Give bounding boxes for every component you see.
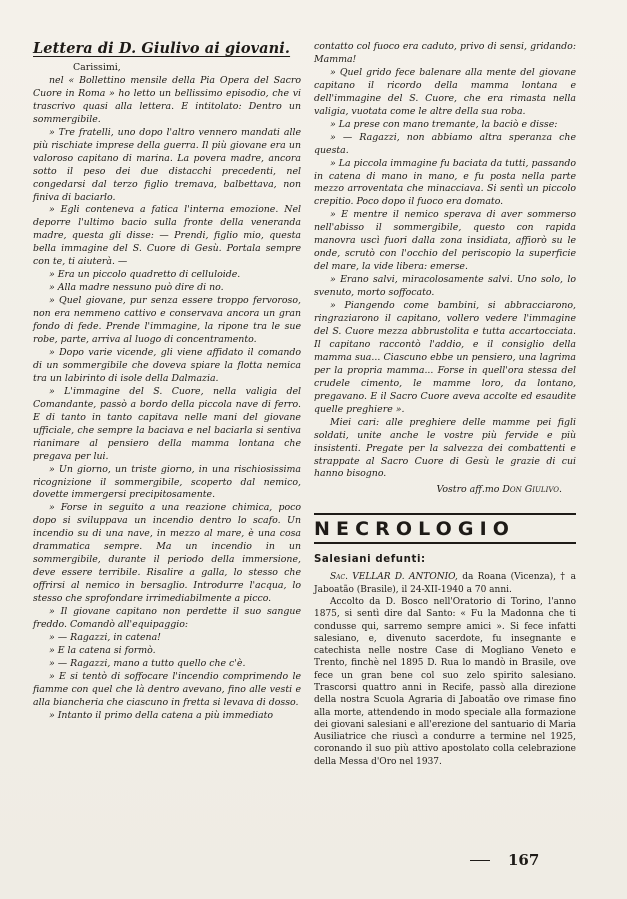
- signature-name: Don Giulivo.: [502, 484, 562, 496]
- necrology-entry-body: Accolto da D. Bosco nell'Oratorio di Torino, l'anno 1875, si sentì dire dal Santo: « Fu la Madonna che ti condusse qui, sarremo sempre amici ». Si fece infatti salesiano, e, divenuto sacerdote, fu insegnante e catechista nelle nostre Case di Mogliano Veneto e Trento, finchè nel 1895 D. Rua lo mandò in Brasile, ove fece un gran bene col suo zelo spirito salesiano. Trascorsi quattro anni in Recife, passò alla direzione della nostra Scuola Agraria di Jaboatão ove rimase fino alla morte, attendendo in modo speciale alla formazione dei giovani salesiani e all'erezione del santuario di Maria Ausiliatrice che riuscì a condurre a termine nel 1925, coronando il suo più attivo apostolato colla celebrazione della Messa d'Oro nel 1937.: [314, 596, 576, 767]
- letter-paragraph: » Egli conteneva a fatica l'interna emozione. Nel deporre l'ultimo bacio sulla fronte della veneranda madre, questa gli disse: — Prendi, figlio mio, questa bella immagine del S. Cuore di Gesù. Portala sempre con te, ti aiuterà. —: [33, 204, 301, 268]
- letter-paragraph: » E la catena si formò.: [49, 644, 156, 656]
- letter-greeting: Carissimi,: [73, 62, 121, 73]
- letter-paragraph: » La prese con mano tremante, la baciò e disse:: [330, 118, 558, 130]
- letter-paragraph: Miei cari: alle preghiere delle mamme pei figli soldati, unite anche le vostre più fervide e più insistenti. Pregate per la salvezza dei combattenti e strappate al Sacro Cuore di Gesù le grazie di cui hanno bisogno.: [314, 416, 576, 480]
- letter-paragraph: » La piccola immagine fu baciata da tutti, passando in catena di mano in mano, e fu posta nella parte mezzo arroventata che minacciava. Si sentì un piccolo crepitio. Poco dopo il fuoco era domato.: [314, 157, 576, 208]
- letter-paragraph: » Quel giovane, pur senza essere troppo fervoroso, non era nemmeno cattivo e conservava ancora un gran fondo di fede. Prende l'immagine, la ripone tra le sue robe, parte, arriva al luogo di concentramento.: [33, 295, 301, 346]
- letter-paragraph: » — Ragazzi, mano a tutto quello che c'è.: [49, 657, 246, 669]
- right-column: [314, 41, 576, 768]
- letter-paragraph: » Quel grido fece balenare alla mente del giovane capitano il ricordo della mamma lontana e dell'immagine del S. Cuore, che era rimasta nella valigia, vuotata come le altre della sua roba.: [314, 66, 576, 117]
- letter-body: [33, 75, 301, 723]
- letter-paragraph: » — Ragazzi, in catena!: [49, 631, 161, 643]
- letter-body-continued: [314, 41, 576, 481]
- signature-prefix: Vostro aff.mo: [436, 484, 500, 496]
- letter-paragraph: » E si tentò di soffocare l'incendio comprimendo le fiamme con quel che là dentro avevano, fino alle vesti e alla biancheria che ciascuno in fretta si levava di dosso.: [33, 670, 301, 708]
- letter-paragraph: » E mentre il nemico sperava di aver sommerso nell'abisso il sommergibile, questo con rapida manovra uscì fuori dalla zona insidiata, affiorò su le onde, scrutò con l'occhio del periscopio la superficie del mare, la vide libera: emerse.: [314, 209, 576, 273]
- letter-signature: [314, 484, 576, 497]
- letter-paragraph: » Tre fratelli, uno dopo l'altro vennero mandati alle più rischiate imprese della guerra. Il più giovane era un valoroso capitano di marina. La povera madre, ancora sotto il peso dei due distacchi precedenti, nel congedarsi dal terzo figlio tremava, balbettava, non finiva di baciarlo.: [33, 126, 301, 203]
- necrology-banner: [314, 513, 576, 544]
- page-number-dash: [470, 860, 490, 861]
- letter-paragraph: » L'immagine del S. Cuore, nella valigia del Comandante, passò a bordo della piccola nave di ferro. E di tanto in tanto capitava nelle mani del giovane ufficiale, che sempre la baciava e nel baciarla si sentiva rianimare al pensiero della mamma lontana che pregava per lui.: [33, 385, 301, 462]
- letter-paragraph: » — Ragazzi, non abbiamo altra speranza che questa.: [314, 131, 576, 156]
- necrology-entry-details: da Roana (Vicenza), † a Jaboatão (Brasile), il 24-XII-1940 a 70 anni.: [314, 572, 576, 595]
- letter-paragraph: » Il giovane capitano non perdette il suo sangue freddo. Comandò all'equipaggio:: [33, 606, 301, 630]
- letter-paragraph: contatto col fuoco era caduto, privo di sensi, gridando: Mamma!: [314, 41, 576, 65]
- necrology-heading: NECROLOGIO: [314, 518, 516, 541]
- letter-paragraph: » Erano salvi, miracolosamente salvi. Uno solo, lo svenuto, morto soffocato.: [314, 274, 576, 299]
- left-column: [33, 40, 301, 723]
- necrology-subheading: Salesiani defunti:: [314, 554, 426, 566]
- letter-paragraph: » Un giorno, un triste giorno, in una rischiosissima ricognizione il sommergibile, scoperto dal nemico, dovette immergersi precipitosamente.: [33, 463, 301, 501]
- page-number: 167: [508, 851, 540, 869]
- letter-title: Lettera di D. Giulivo ai giovani.: [33, 40, 291, 57]
- necrology-entry: [314, 571, 576, 768]
- letter-paragraph: » Piangendo come bambini, si abbracciarono, ringraziarono il capitano, vollero vedere l'immagine del S. Cuore mezza abbrustolita e tutta accartocciata. Il capitano raccontò l'addio, e il consiglio della mamma sua... Ciascuno ebbe un pensiero, una lagrima per la propria mamma... Forse in quell'ora stessa del crudele cimento, le mamme loro, da lontano, pregavano. E il Sacro Cuore aveva accolte ed esaudite quelle preghiere ».: [314, 300, 576, 415]
- letter-paragraph: » Dopo varie vicende, gli viene affidato il comando di un sommergibile che doveva spiare la flotta nemica tra un labirinto di isole della Dalmazia.: [33, 346, 301, 384]
- letter-paragraph: nel « Bollettino mensile della Pia Opera del Sacro Cuore in Roma » ho letto un bellissimo episodio, che vi trascrivo quasi alla lettera. E intitolato: Dentro un sommergibile.: [33, 74, 301, 125]
- letter-paragraph: » Era un piccolo quadretto di celluloide.: [49, 269, 241, 281]
- letter-paragraph: » Intanto il primo della catena a più immediato: [49, 709, 274, 721]
- necrology-entry-name: Sac. VELLAR D. ANTONIO,: [330, 572, 458, 583]
- letter-paragraph: » Alla madre nessuno può dire di no.: [49, 282, 224, 294]
- letter-paragraph: » Forse in seguito a una reazione chimica, poco dopo si sviluppava un incendio dentro lo scafo. Un incendio su di una nave, in mezzo al mare, è una cosa drammatica sempre. Ma un incendio in un sommergibile, durante il periodo della immersione, deve essere terribile. Risalire a galla, lo stesso che offrirsi al nemico in bersaglio. Introdurre l'acqua, lo stesso che sprofondare irrimediabilmente a picco.: [33, 502, 301, 605]
